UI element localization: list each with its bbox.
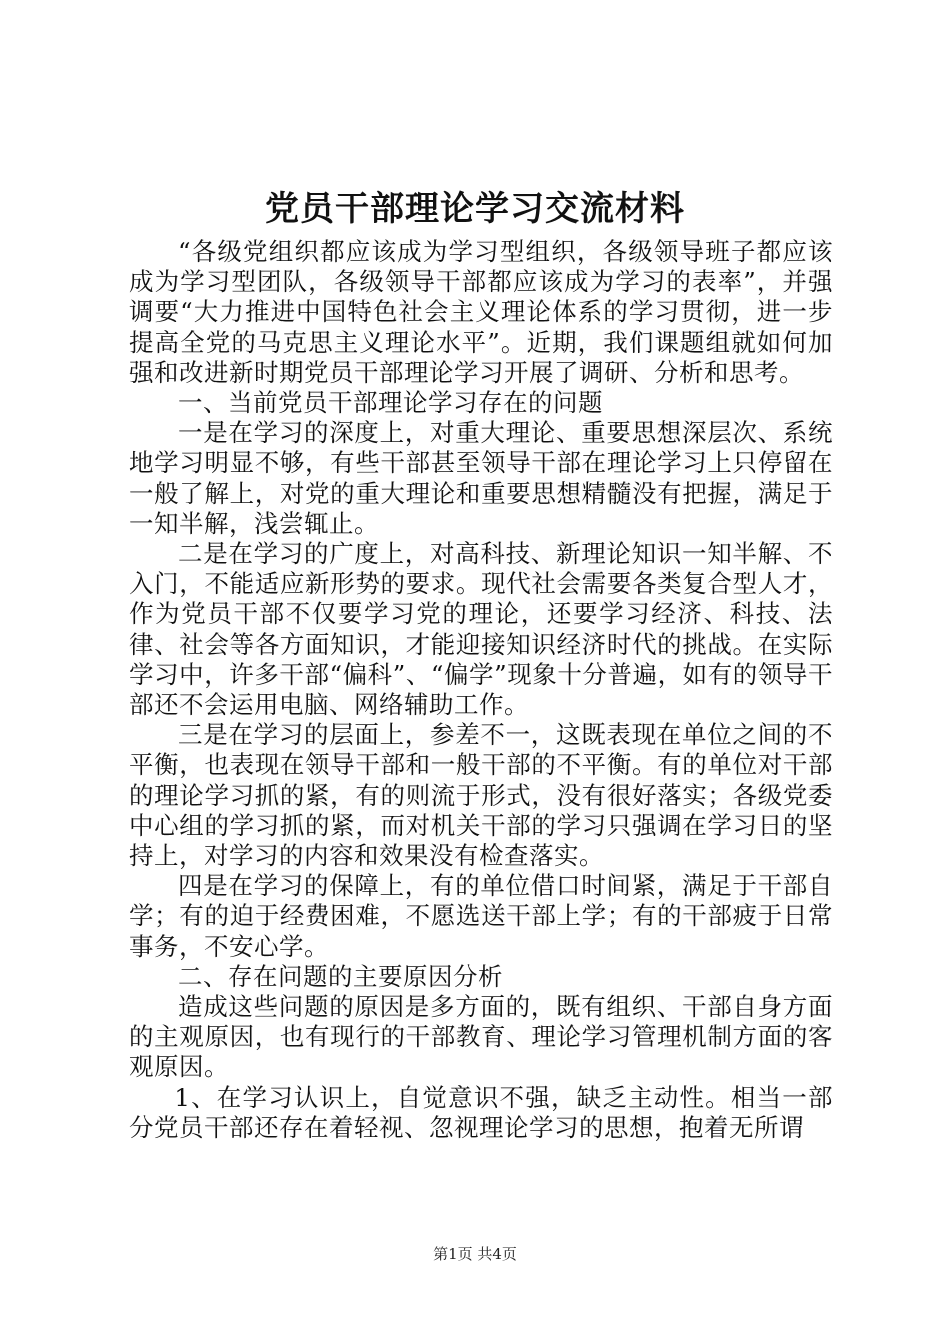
page-footer: 第1页 共4页 — [433, 1245, 517, 1263]
section-heading-2: 二、存在问题的主要原因分析 — [178, 961, 503, 991]
problem-paragraph-4: 四是在学习的保障上，有的单位借口时间紧，满足于干部自学；有的迫于经费困难，不愿选送干部上学；有的干部疲于日常事务，不安心学。 — [129, 871, 833, 961]
cause-intro-paragraph: 造成这些问题的原因是多方面的，既有组织、干部自身方面的主观原因，也有现行的干部教育、理论学习管理机制方面的客观原因。 — [129, 992, 833, 1082]
document-body — [129, 237, 833, 1143]
problem-paragraph-3: 三是在学习的层面上，参差不一，这既表现在单位之间的不平衡，也表现在领导干部和一般干部的不平衡。有的单位对干部的理论学习抓的紧，有的则流于形式，没有很好落实；各级党委中心组的学习抓的紧，而对机关干部的学习只强调在学习日的坚持上，对学习的内容和效果没有检查落实。 — [129, 720, 833, 871]
document-title: 党员干部理论学习交流材料 — [265, 189, 685, 229]
cause-paragraph-1: 1、在学习认识上，自觉意识不强，缺乏主动性。相当一部分党员干部还存在着轻视、忽视理论学习的思想，抱着无所谓 — [129, 1082, 833, 1142]
problem-paragraph-2: 二是在学习的广度上，对高科技、新理论知识一知半解、不入门，不能适应新形势的要求。现代社会需要各类复合型人才，作为党员干部不仅要学习党的理论，还要学习经济、科技、法律、社会等各方面知识，才能迎接知识经济时代的挑战。在实际学习中，许多干部“偏科”、“偏学”现象十分普遍，如有的领导干部还不会运用电脑、网络辅助工作。 — [129, 539, 833, 720]
intro-paragraph: “各级党组织都应该成为学习型组织，各级领导班子都应该成为学习型团队，各级领导干部都应该成为学习的表率”，并强调要“大力推进中国特色社会主义理论体系的学习贯彻，进一步提高全党的马克思主义理论水平”。近期，我们课题组就如何加强和改进新时期党员干部理论学习开展了调研、分析和思考。 — [129, 237, 833, 387]
problem-paragraph-1: 一是在学习的深度上，对重大理论、重要思想深层次、系统地学习明显不够，有些干部甚至领导干部在理论学习上只停留在一般了解上，对党的重大理论和重要思想精髓没有把握，满足于一知半解，浅尝辄止。 — [129, 418, 833, 538]
section-heading-1: 一、当前党员干部理论学习存在的问题 — [178, 388, 603, 418]
